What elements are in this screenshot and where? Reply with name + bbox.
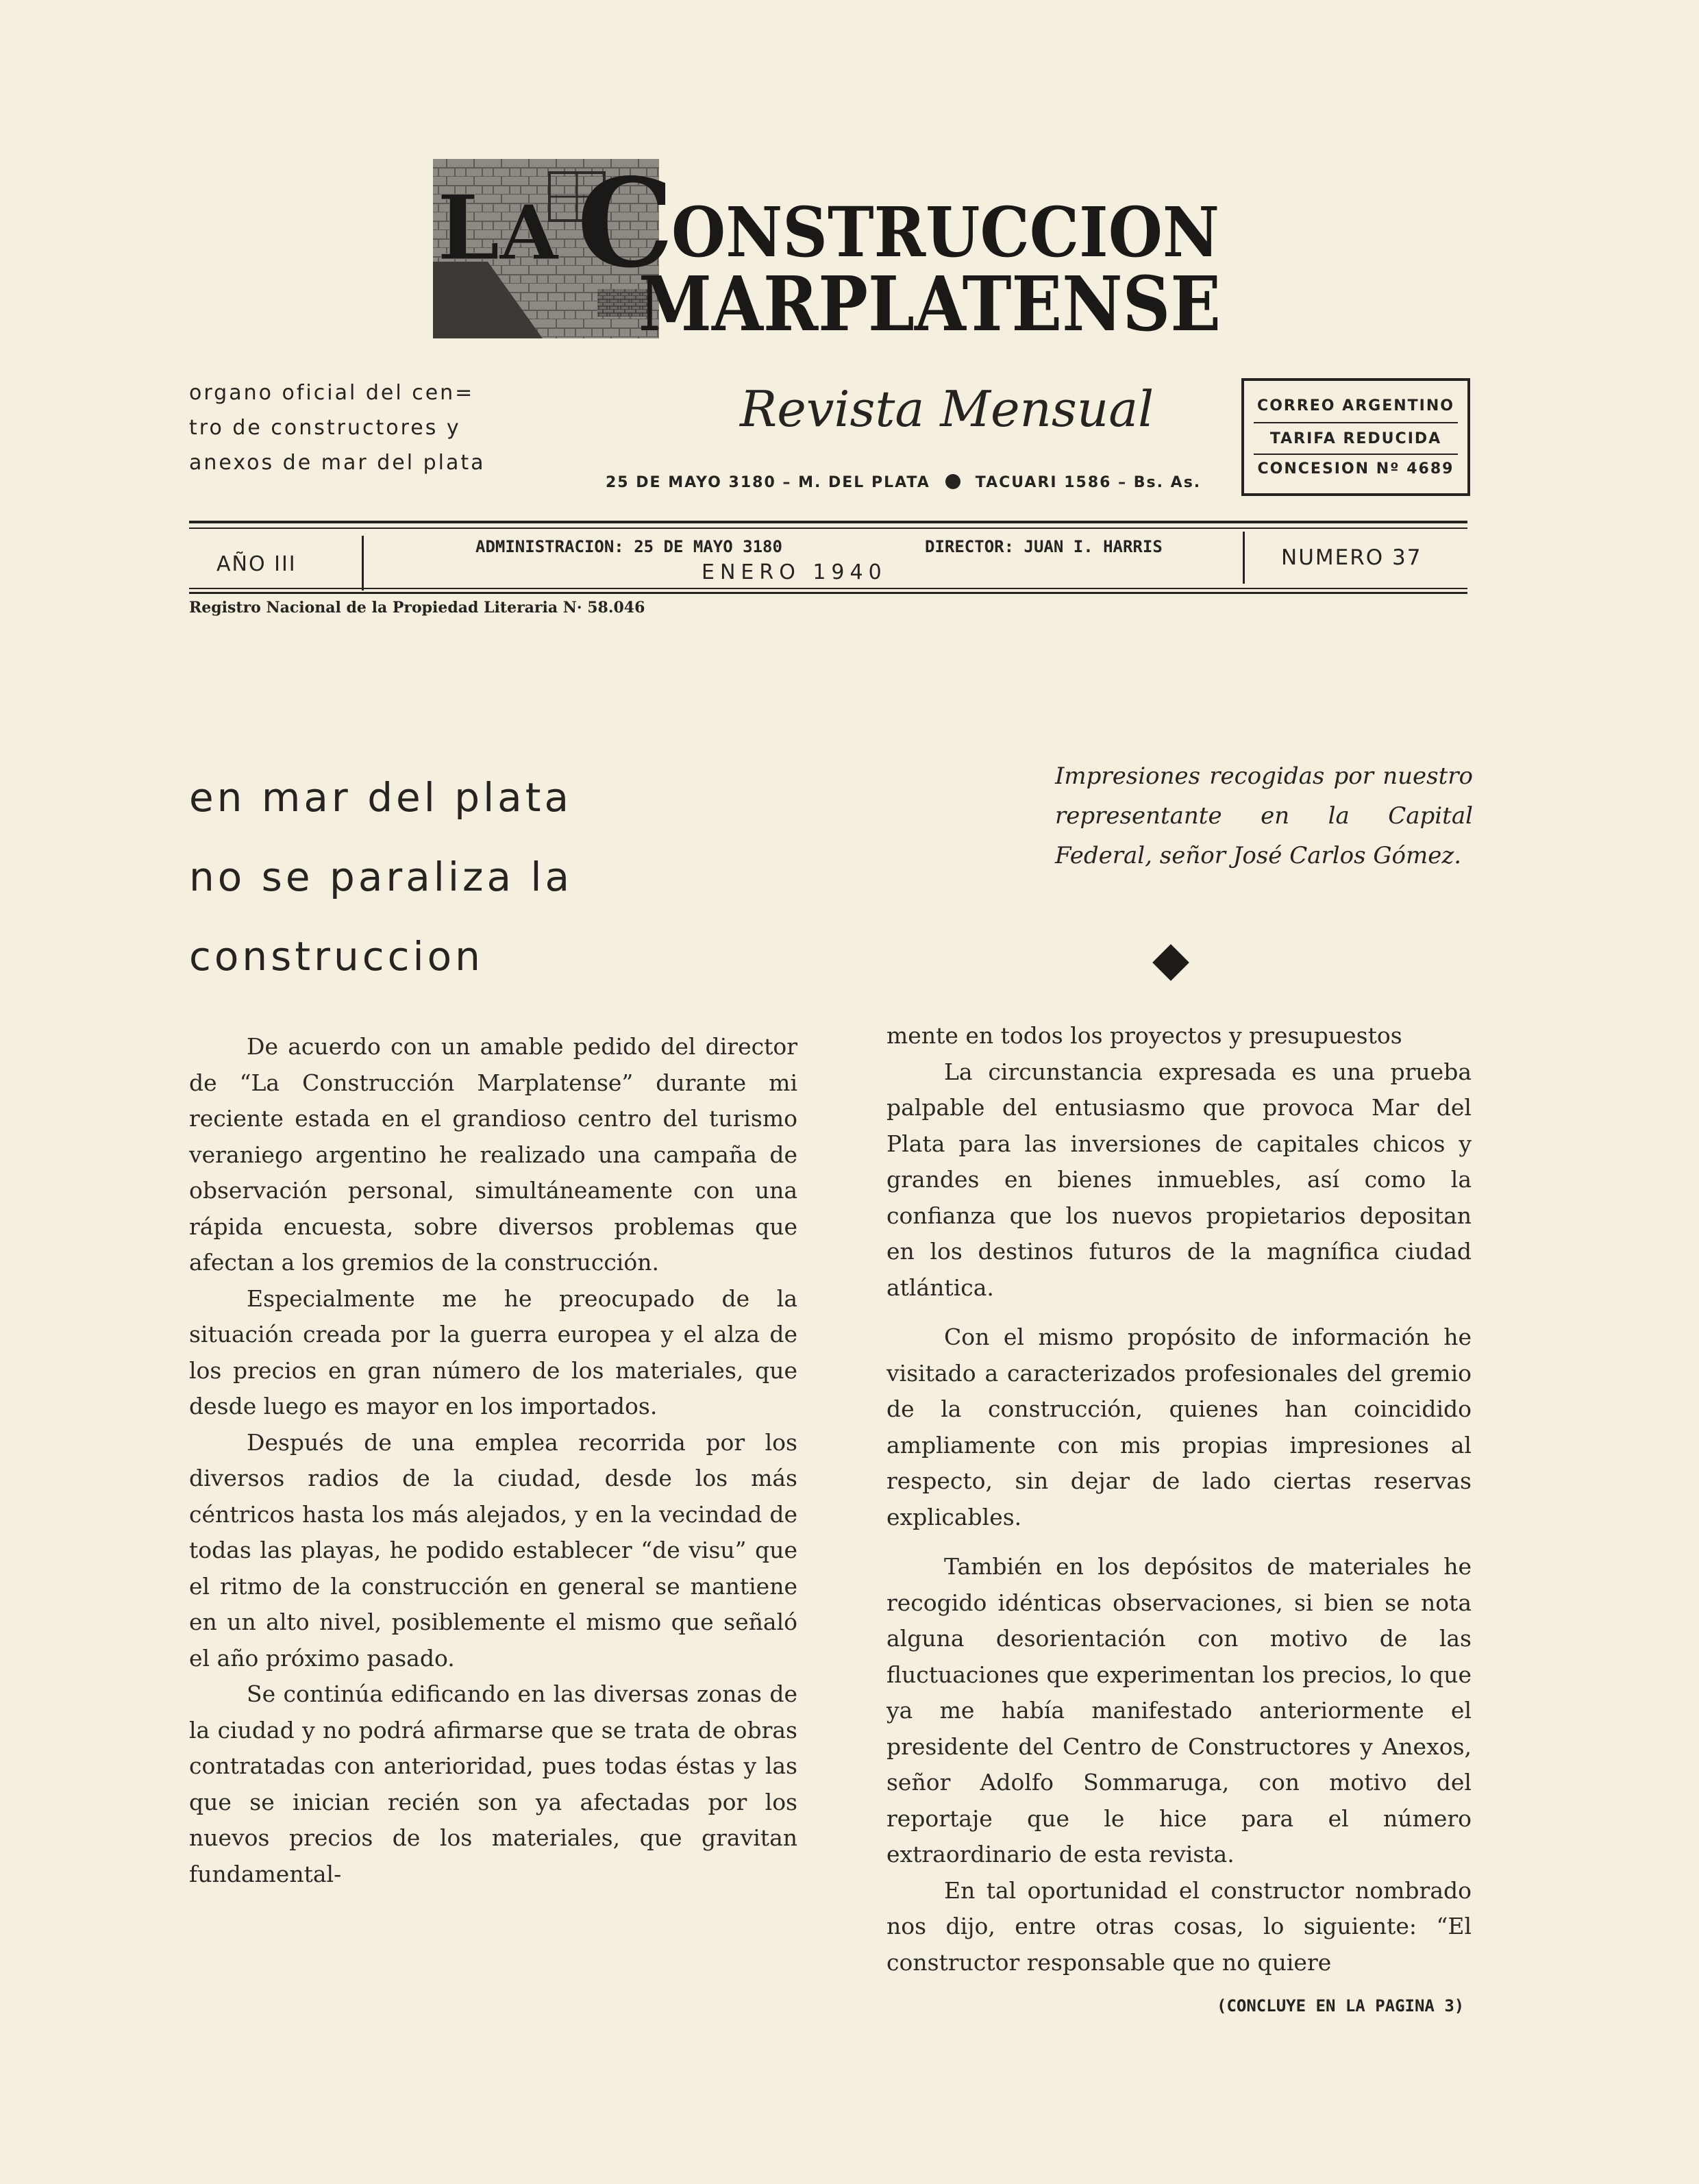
administration-address: ADMINISTRACION: 25 DE MAYO 3180 [475, 537, 782, 556]
organ-line: tro de constructores y [189, 416, 461, 440]
article-paragraph: Después de una emplea recorrida por los diversos radios de la ciudad, desde los más céntricos hasta los más alejados, y en la vecindad de todas las playas, he podido establecer “de visu” que el ritmo de la construcción en general se mantiene en un alto nivel, posiblemente el mismo que señaló el año próximo pasado. [189, 1428, 797, 1672]
address-mar-del-plata: 25 DE MAYO 3180 – M. DEL PLATA [606, 474, 930, 491]
logo-letters-la: LA [437, 175, 558, 280]
magazine-subtitle: Revista Mensual [740, 380, 1154, 438]
headline-line: no se paraliza la [189, 854, 573, 900]
organ-description [189, 375, 573, 480]
article-paragraph: mente en todos los proyectos y presupuestos [886, 1022, 1402, 1049]
headline-line: en mar del plata [189, 774, 573, 821]
issue-bar-bottom-rule-thick [189, 592, 1467, 594]
article-paragraph: De acuerdo con un amable pedido del director de “La Construcción Marplatense” durante mi reciente estada en el grandioso centro del turismo veraniego argentino he realizado una campaña de observación personal, simultáneamente con una rápida encuesta, sobre diversos problemas que afectan a los gremios de la construcción. [189, 1033, 797, 1276]
logo-marplatense: MARPLATENSE [638, 260, 1221, 348]
article-paragraph: En tal oportunidad el constructor nombrado nos dijo, entre otras cosas, lo siguiente: “El constructor responsable que no quiere [886, 1876, 1472, 1976]
postal-line: CORREO ARGENTINO [1257, 397, 1454, 414]
article-paragraph: También en los depósitos de materiales he recogido idénticas observaciones, si bien se nota alguna desorientación con motivo de las fluctuaciones que experimentan los precios, lo que ya me había manifestado anteriormente el presidente del Centro de Constructores y Anexos, señor Adolfo Sommaruga, con motivo del reportaje que le hice para el número extraordinario de esta revista. [886, 1553, 1472, 1867]
organ-line: organo oficial del cen= [189, 381, 475, 405]
issue-bar-divider [1243, 532, 1245, 584]
issue-bar-top-rule [189, 521, 1467, 523]
article-byline: Impresiones recogidas por nuestro representante en la Capital Federal, señor José Carlos Gómez. [1055, 762, 1473, 869]
logo-letter-c: C [577, 151, 674, 295]
postal-line: CONCESION Nº 4689 [1257, 460, 1454, 477]
masthead-logo [433, 151, 1228, 348]
address-line [606, 474, 1202, 491]
article-column-left [189, 1029, 797, 1892]
article-column-right [886, 1018, 1472, 1981]
issue-date: ENERO 1940 [702, 560, 887, 584]
issue-bar-divider [362, 536, 364, 591]
copyright-registration: Registro Nacional de la Propiedad Literaria N· 58.046 [189, 599, 645, 617]
year-volume: AÑO III [216, 552, 297, 576]
postal-line: TARIFA REDUCIDA [1269, 430, 1442, 447]
article-paragraph: Con el mismo propósito de información he visitado a caracterizados profesionales del gremio de la construcción, quienes han coincidido ampliamente con mis propias impresiones al respecto, sin dejar de lado ciertas reservas explicables. [886, 1324, 1472, 1530]
address-buenos-aires: TACUARI 1586 – Bs. As. [975, 474, 1202, 491]
continued-note: (CONCLUYE EN LA PAGINA 3) [1217, 1996, 1465, 2015]
organ-line: anexos de mar del plata [189, 451, 486, 475]
issue-number: NUMERO 37 [1281, 545, 1422, 570]
issue-bar-bottom-rule [189, 588, 1467, 589]
logo-onstruccion: ONSTRUCCION [671, 192, 1219, 273]
diamond-ornament-icon [1152, 944, 1189, 981]
headline-line: construccion [189, 933, 484, 980]
article-paragraph: La circunstancia expresada es una prueba palpable del entusiasmo que provoca Mar del Plata para las inversiones de capitales chicos y grandes en bienes inmuebles, así como la confianza que los nuevos propietarios depositan en los destinos futuros de la magnífica ciudad atlántica. [886, 1058, 1472, 1301]
postal-divider [1254, 454, 1458, 455]
article-paragraph: Se continúa edificando en las diversas zonas de la ciudad y no podrá afirmarse que se trata de obras contratadas con anterioridad, pues todas éstas y las que se inician recién son ya afectadas por los nuevos precios de los materiales, que gravitan fundamental- [189, 1680, 797, 1887]
postal-divider [1254, 422, 1458, 423]
issue-bar-top-rule-thin [189, 528, 1467, 529]
article-headline [189, 758, 669, 996]
article-paragraph: Especialmente me he preocupado de la situación creada por la guerra europea y el alza de los precios en gran número de los materiales, que desde luego es mayor en los importados. [189, 1285, 797, 1419]
director-name: DIRECTOR: JUAN I. HARRIS [925, 537, 1163, 556]
postal-box [1241, 378, 1470, 496]
bullet-icon [945, 474, 960, 489]
